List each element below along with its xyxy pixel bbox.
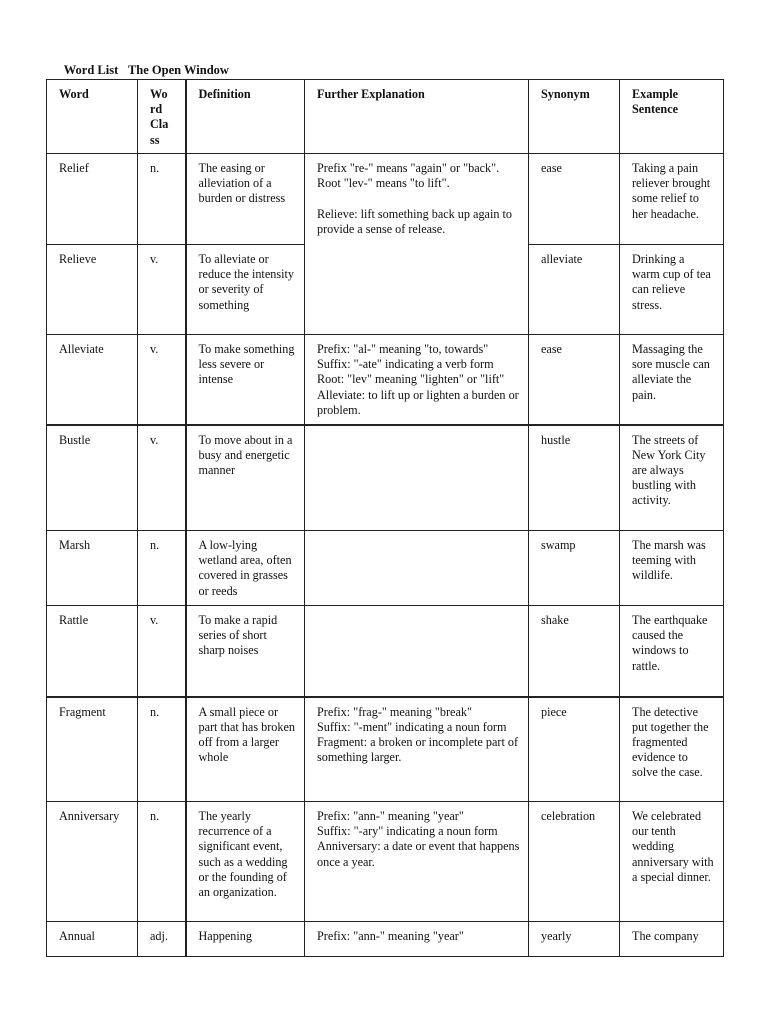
synonym-cell: hustle xyxy=(529,425,620,531)
example-cell: The marsh was teeming with wildlife. xyxy=(620,531,724,606)
synonym-cell: ease xyxy=(529,335,620,425)
synonym-cell: ease xyxy=(529,154,620,245)
explanation-cell: Prefix: "al-" meaning "to, towards" Suffix: "-ate" indicating a verb form Root: "lev" meaning "lighten" or "lift" Alleviate: to lift up or lighten a burden or problem. xyxy=(305,335,529,425)
explanation-cell xyxy=(305,425,529,531)
word-cell: Relieve xyxy=(47,245,138,335)
example-cell: The earthquake caused the windows to rattle. xyxy=(620,606,724,697)
table-row xyxy=(47,531,724,606)
table-row xyxy=(47,922,724,957)
word-cell: Relief xyxy=(47,154,138,245)
word-class-cell: n. xyxy=(138,531,186,606)
table-row xyxy=(47,154,724,245)
word-list-table xyxy=(46,79,724,957)
definition-cell: Happening xyxy=(186,922,305,957)
word-cell: Annual xyxy=(47,922,138,957)
explanation-cell xyxy=(305,531,529,606)
example-cell: Taking a pain reliever brought some relief to her headache. xyxy=(620,154,724,245)
word-class-cell: v. xyxy=(138,335,186,425)
header-word: Word xyxy=(47,80,138,154)
word-class-cell: n. xyxy=(138,154,186,245)
table-row xyxy=(47,606,724,697)
header-further-explanation: Further Explanation xyxy=(305,80,529,154)
definition-cell: A small piece or part that has broken off from a larger whole xyxy=(186,697,305,802)
example-cell: We celebrated our tenth wedding anniversary with a special dinner. xyxy=(620,802,724,922)
explanation-cell: Prefix: "frag-" meaning "break" Suffix: "-ment" indicating a noun form Fragment: a broken or incomplete part of something larger. xyxy=(305,697,529,802)
word-class-cell: adj. xyxy=(138,922,186,957)
document-title:  Word List The Open Window xyxy=(54,63,229,77)
word-cell: Anniversary xyxy=(47,802,138,922)
table-row xyxy=(47,425,724,531)
definition-cell: The easing or alleviation of a burden or distress xyxy=(186,154,305,245)
definition-cell: To make a rapid series of short sharp noises xyxy=(186,606,305,697)
explanation-cell xyxy=(305,606,529,697)
explanation-cell: Prefix: "ann-" meaning "year" Suffix: "-ary" indicating a noun form Anniversary: a date or event that happens once a year. xyxy=(305,802,529,922)
word-class-cell: n. xyxy=(138,697,186,802)
table-row xyxy=(47,335,724,425)
explanation-cell: Prefix "re-" means "again" or "back". Root "lev-" means "to lift". Relieve: lift something back up again to provide a sense of release. xyxy=(305,154,529,335)
header-synonym: Synonym xyxy=(529,80,620,154)
definition-cell: To alleviate or reduce the intensity or severity of something xyxy=(186,245,305,335)
word-class-cell: v. xyxy=(138,425,186,531)
header-definition: Definition xyxy=(186,80,305,154)
definition-cell: To make something less severe or intense xyxy=(186,335,305,425)
synonym-cell: alleviate xyxy=(529,245,620,335)
synonym-cell: swamp xyxy=(529,531,620,606)
table-row xyxy=(47,697,724,802)
word-cell: Bustle xyxy=(47,425,138,531)
word-cell: Fragment xyxy=(47,697,138,802)
definition-cell: To move about in a busy and energetic manner xyxy=(186,425,305,531)
word-cell: Alleviate xyxy=(47,335,138,425)
explanation-cell: Prefix: "ann-" meaning "year" xyxy=(305,922,529,957)
synonym-cell: yearly xyxy=(529,922,620,957)
table-header-row xyxy=(47,80,724,154)
definition-cell: A low-lying wetland area, often covered in grasses or reeds xyxy=(186,531,305,606)
definition-cell: The yearly recurrence of a significant event, such as a wedding or the founding of an organization. xyxy=(186,802,305,922)
word-cell: Marsh xyxy=(47,531,138,606)
table-row xyxy=(47,802,724,922)
example-cell: The company xyxy=(620,922,724,957)
word-class-cell: v. xyxy=(138,606,186,697)
example-cell: Drinking a warm cup of tea can relieve stress. xyxy=(620,245,724,335)
synonym-cell: celebration xyxy=(529,802,620,922)
word-class-cell: v. xyxy=(138,245,186,335)
synonym-cell: piece xyxy=(529,697,620,802)
header-example-sentence: Example Sentence xyxy=(620,80,724,154)
word-cell: Rattle xyxy=(47,606,138,697)
synonym-cell: shake xyxy=(529,606,620,697)
example-cell: The streets of New York City are always bustling with activity. xyxy=(620,425,724,531)
word-class-cell: n. xyxy=(138,802,186,922)
header-word-class: Wo rd Cla ss xyxy=(138,80,186,154)
example-cell: Massaging the sore muscle can alleviate the pain. xyxy=(620,335,724,425)
example-cell: The detective put together the fragmented evidence to solve the case. xyxy=(620,697,724,802)
